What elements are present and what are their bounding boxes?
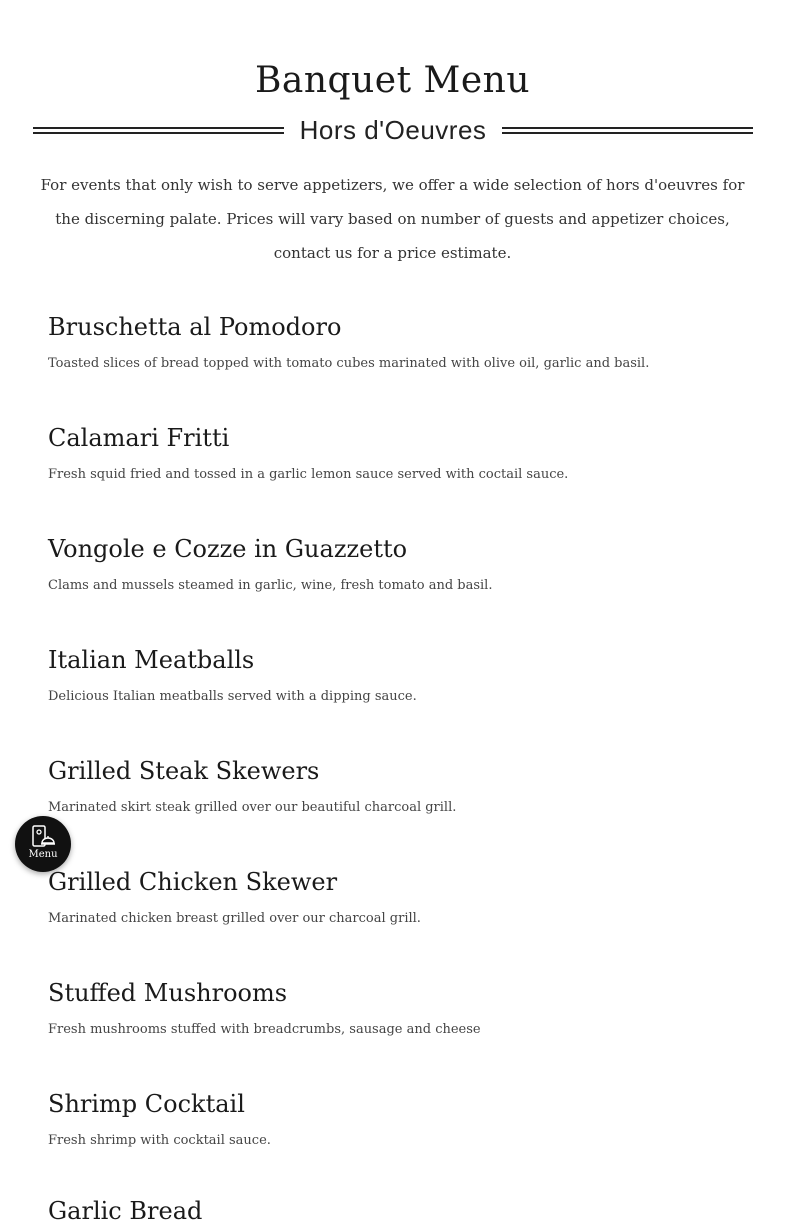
menu-item-name: Italian Meatballs [48,646,255,674]
menu-item-description: Marinated chicken breast grilled over our charcoal grill. [48,911,421,926]
right-double-rule [502,127,753,134]
menu-item-description: Fresh shrimp with cocktail sauce. [48,1133,271,1148]
menu-item-description: Fresh mushrooms stuffed with breadcrumbs, sausage and cheese [48,1022,481,1037]
menu-item [48,866,748,928]
menu-item-name: Garlic Bread [48,1197,203,1225]
section-heading-text: Hors d'Oeuvres [299,114,487,145]
section-intro: For events that only wish to serve appetizers, we offer a wide selection of hors d'oeuvres for the discerning palate. Prices will vary based on number of guests and appetizer choices, contact us for a price estimate. [40,176,745,262]
menu-item-name: Vongole e Cozze in Guazzetto [48,535,408,563]
menu-item-name: Calamari Fritti [48,424,230,452]
floating-menu-label: Menu [28,849,58,860]
menu-item-name: Grilled Steak Skewers [48,757,320,785]
menu-item-description: Marinated skirt steak grilled over our beautiful charcoal grill. [48,800,457,815]
menu-item-description: Delicious Italian meatballs served with a dipping sauce. [48,689,417,704]
menu-item [48,1088,748,1150]
menu-item-description: Fresh squid fried and tossed in a garlic lemon sauce served with coctail sauce. [48,467,569,482]
menu-item [48,977,748,1039]
menu-item [48,644,748,706]
menu-item [48,311,748,373]
menu-item [48,1195,748,1227]
page-title: Banquet Menu [254,60,531,102]
menu-item-description: Toasted slices of bread topped with tomato cubes marinated with olive oil, garlic and basil. [48,356,650,371]
menu-item [48,422,748,484]
menu-item-name: Shrimp Cocktail [48,1090,245,1118]
left-double-rule [33,127,284,134]
menu-item [48,755,748,817]
menu-card-icon [31,825,55,849]
menu-item [48,533,748,595]
menu-item-name: Bruschetta al Pomodoro [48,313,342,341]
menu-item-description: Clams and mussels steamed in garlic, wine, fresh tomato and basil. [48,578,493,593]
menu-item-name: Grilled Chicken Skewer [48,868,338,896]
section-heading [33,112,753,148]
floating-menu-button[interactable] [15,816,71,872]
menu-item-name: Stuffed Mushrooms [48,979,288,1007]
